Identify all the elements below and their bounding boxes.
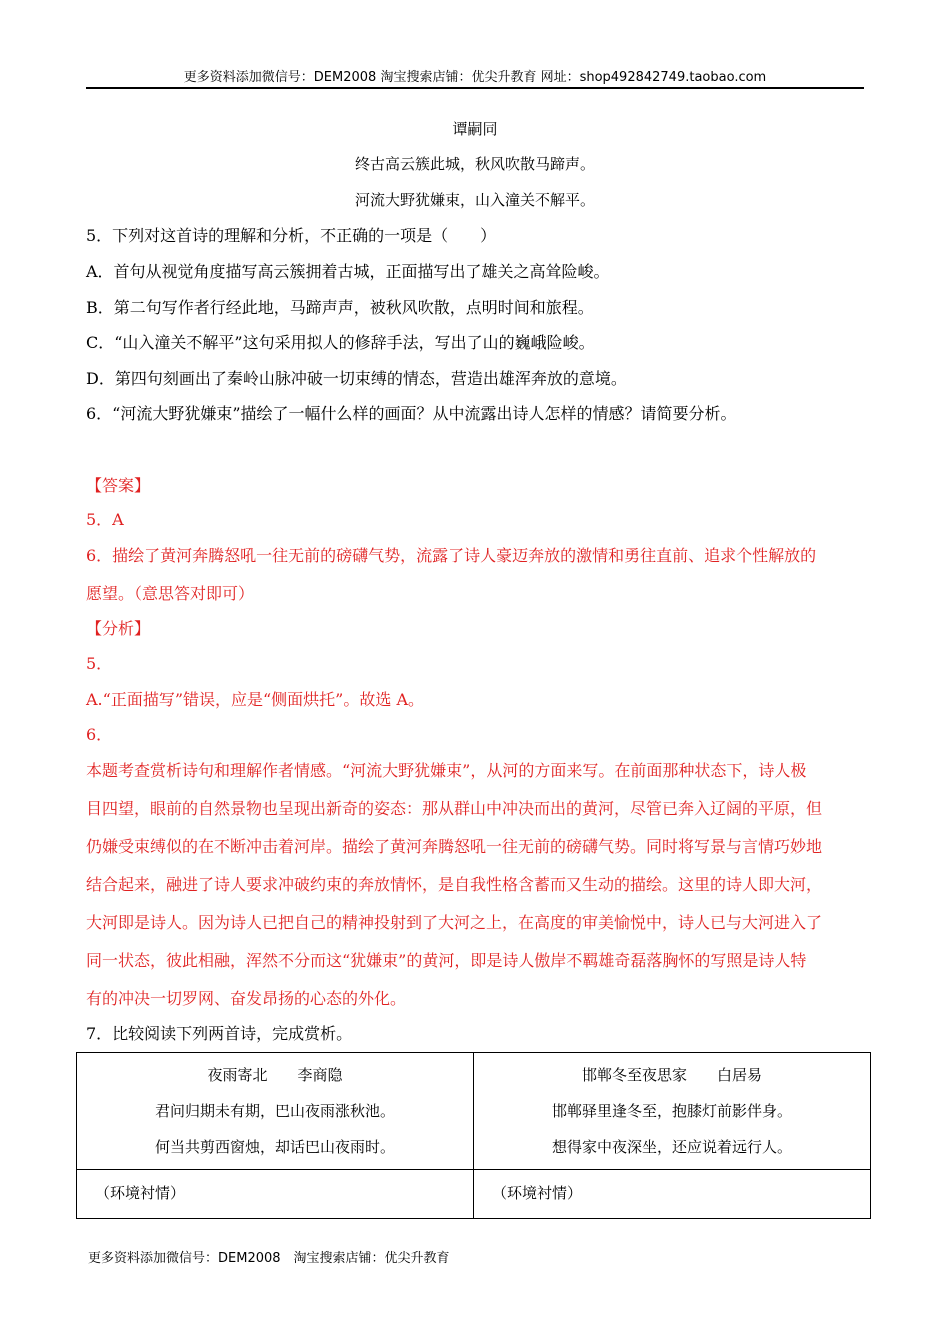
analysis-6-line: 目四望，眼前的自然景物也呈现出新奇的姿态：那从群山中冲决而出的黄河，尽管已奔入辽阔的平原，但 bbox=[86, 799, 823, 818]
poem-line-1: 终古高云簇此城，秋风吹散马蹄声。 bbox=[354, 155, 595, 173]
left-note-cell bbox=[77, 1170, 474, 1219]
question-6-stem: 6．“河流大野犹嫌束”描绘了一幅什么样的画面？从中流露出诗人怎样的情感？请简要分析。 bbox=[86, 404, 737, 423]
answer-6-line-2: 愿望。（意思答对即可） bbox=[86, 584, 255, 603]
question-5-option-d: D．第四句刻画出了秦岭山脉冲破一切束缚的情态，营造出雄浑奔放的意境。 bbox=[86, 369, 627, 388]
question-7-stem: 7．比较阅读下列两首诗，完成赏析。 bbox=[86, 1024, 353, 1043]
analysis-6-line: 本题考查赏析诗句和理解作者情感。“河流大野犹嫌束”，从河的方面来写。在前面那种状态下，诗人极 bbox=[86, 761, 807, 780]
page-header: 更多资料添加微信号：DEM2008 淘宝搜索店铺：优尖升教育 网址：shop492842749.taobao.com bbox=[183, 70, 767, 85]
analysis-5-text: A.“正面描写”错误，应是“侧面烘托”。故选 A。 bbox=[86, 690, 425, 709]
right-poem-title: 邯郸冬至夜思家 白居易 bbox=[581, 1066, 762, 1084]
left-note: （环境衬情） bbox=[95, 1184, 186, 1202]
question-5-option-b: B．第二句写作者行经此地，马蹄声声，被秋风吹散，点明时间和旅程。 bbox=[86, 298, 594, 317]
right-note: （环境衬情） bbox=[492, 1184, 583, 1202]
poem-comparison-table bbox=[76, 1052, 871, 1219]
answer-6-line-1: 6．描绘了黄河奔腾怒吼一往无前的磅礴气势，流露了诗人豪迈奔放的激情和勇往直前、追求个性解放的 bbox=[86, 546, 817, 565]
analysis-6-number: 6． bbox=[86, 725, 113, 744]
right-poem-line-1: 邯郸驿里逢冬至，抱膝灯前影伴身。 bbox=[551, 1102, 792, 1120]
question-5-option-a: A．首句从视觉角度描写高云簇拥着古城，正面描写出了雄关之高耸险峻。 bbox=[86, 262, 610, 281]
left-poem-title: 夜雨寄北 李商隐 bbox=[207, 1066, 343, 1084]
analysis-6-line: 大河即是诗人。因为诗人已把自己的精神投射到了大河之上，在高度的审美愉悦中，诗人已与大河进入了 bbox=[86, 913, 823, 932]
poem-line-2: 河流大野犹嫌束，山入潼关不解平。 bbox=[354, 191, 595, 209]
answer-label: 【答案】 bbox=[86, 476, 151, 495]
left-poem-cell bbox=[77, 1053, 474, 1170]
analysis-6-line: 同一状态，彼此相融，浑然不分而这“犹嫌束”的黄河，即是诗人傲岸不羁雄奇磊落胸怀的写照是诗人特 bbox=[86, 951, 807, 970]
answer-5: 5．A bbox=[86, 510, 124, 529]
left-poem-line-1: 君问归期未有期，巴山夜雨涨秋池。 bbox=[154, 1102, 395, 1120]
analysis-6-line: 结合起来，融进了诗人要求冲破约束的奔放情怀，是自我性格含蓄而又生动的描绘。这里的诗人即大河， bbox=[86, 875, 823, 894]
poem-author: 谭嗣同 bbox=[452, 120, 498, 138]
header-divider bbox=[86, 87, 864, 89]
left-poem-line-2: 何当共剪西窗烛，却话巴山夜雨时。 bbox=[154, 1138, 395, 1156]
right-poem-line-2: 想得家中夜深坐，还应说着远行人。 bbox=[551, 1138, 792, 1156]
page-footer: 更多资料添加微信号：DEM2008 淘宝搜索店铺：优尖升教育 bbox=[88, 1251, 450, 1266]
question-5-stem: 5．下列对这首诗的理解和分析，不正确的一项是（ ） bbox=[86, 226, 497, 245]
analysis-6-line: 仍嫌受束缚似的在不断冲击着河岸。描绘了黄河奔腾怒吼一往无前的磅礴气势。同时将写景与言情巧妙地 bbox=[86, 837, 823, 856]
analysis-6-line: 有的冲决一切罗网、奋发昂扬的心态的外化。 bbox=[86, 989, 407, 1008]
analysis-label: 【分析】 bbox=[86, 619, 151, 638]
question-5-option-c: C．“山入潼关不解平”这句采用拟人的修辞手法，写出了山的巍峨险峻。 bbox=[86, 333, 595, 352]
analysis-5-number: 5． bbox=[86, 654, 113, 673]
right-note-cell bbox=[474, 1170, 871, 1219]
right-poem-cell bbox=[474, 1053, 871, 1170]
